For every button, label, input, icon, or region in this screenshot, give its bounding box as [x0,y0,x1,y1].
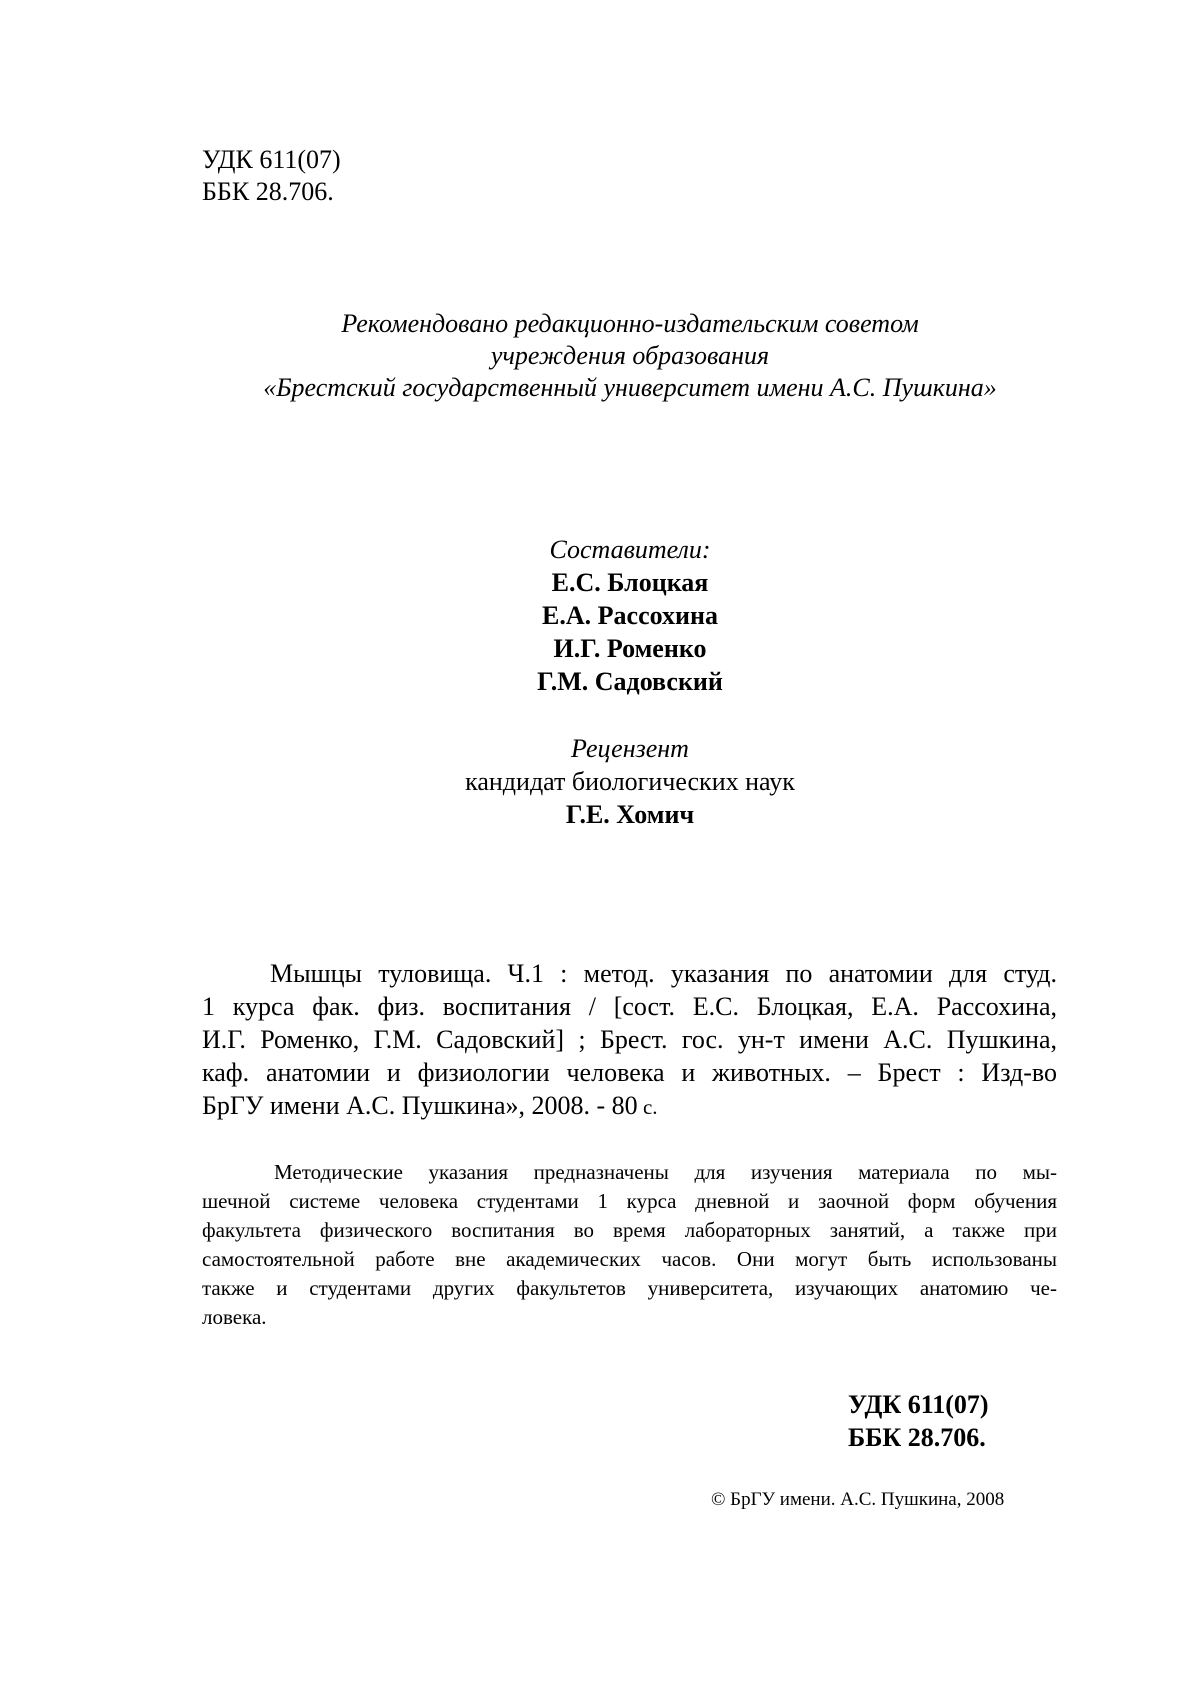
biblio-line-last [202,1089,1057,1122]
biblio-line: И.Г. Роменко, Г.М. Садовский] ; Брест. гос. ун-т имени А.С. Пушкина, [202,1025,1057,1054]
annotation-line: шечной системе человека студентами 1 курса дневной и заочной форм обучения [202,1189,1057,1213]
annotation-line: Методические указания предназначены для изучения материала по мы- [274,1160,1057,1184]
annotation-line: самостоятельной работе вне академических часов. Они могут быть использованы [202,1247,1057,1271]
biblio-line: 1 курса фак. физ. воспитания / [сост. Е.С. Блоцкая, Е.А. Рассохина, [202,992,1057,1021]
bibliographic-description [202,957,1057,1122]
biblio-line-text: БрГУ имени А.С. Пушкина», 2008. - 80 [202,1091,638,1120]
compiler-name: Е.А. Рассохина [542,601,718,630]
annotation-block [202,1158,1057,1332]
recommendation-line: «Брестский государственный университет имени А.С. Пушкина» [263,373,997,402]
compilers-heading: Составители: [549,535,711,564]
reviewer-degree: кандидат биологических наук [465,767,795,796]
recommendation-line: Рекомендовано редакционно-издательским советом [341,309,919,338]
annotation-line: ловека. [202,1305,267,1329]
compiler-name: И.Г. Роменко [553,634,707,663]
bbk-code: ББК 28.706. [848,1423,986,1452]
pages-unit: с. [637,1095,658,1119]
compiler-name: Е.С. Блоцкая [551,568,709,597]
recommendation-line: учреждения образования [490,341,770,370]
classification-codes-top [202,144,341,208]
copyright-notice: © БрГУ имени. А.С. Пушкина, 2008 [711,1489,1005,1510]
udk-code: УДК 611(07) [202,145,341,174]
classification-codes-bottom [848,1388,989,1454]
recommendation-block [0,308,1200,404]
biblio-line: Мышцы туловища. Ч.1 : метод. указания по анатомии для студ. [270,959,1057,988]
compiler-name: Г.М. Садовский [537,667,723,696]
reviewer-block [0,732,1200,831]
annotation-line: также и студентами других факультетов университета, изучающих анатомию че- [202,1276,1057,1300]
annotation-line: факультета физического воспитания во время лабораторных занятий, а также при [202,1218,1057,1242]
reviewer-name: Г.Е. Хомич [565,800,695,829]
reviewer-heading: Рецензент [571,734,689,763]
compilers-block [0,533,1200,698]
bbk-code: ББК 28.706. [202,177,334,206]
biblio-line: каф. анатомии и физиологии человека и животных. – Брест : Изд-во [202,1058,1057,1087]
udk-code: УДК 611(07) [848,1390,989,1419]
